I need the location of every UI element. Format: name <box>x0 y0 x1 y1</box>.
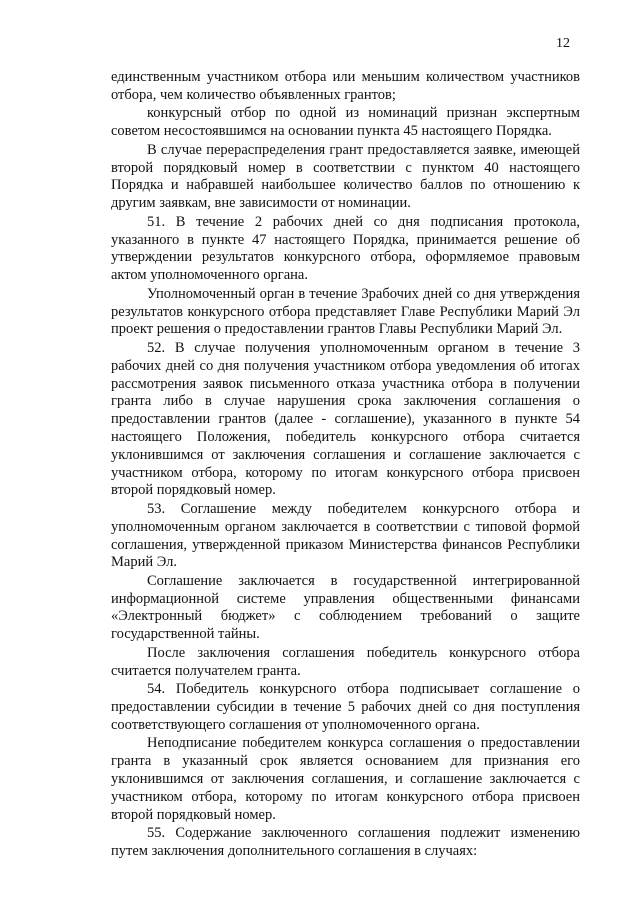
paragraph-11: Неподписание победителем конкурса соглашения о предоставлении гранта в указанный срок является основанием для признания его уклонившимся от заключения соглашения, и соглашение заключается с участником отбора, которому по итогам конкурсного отбора присвоен второй порядковый номер. <box>111 735 580 823</box>
paragraph-2: конкурсный отбор по одной из номинаций признан экспертным советом несостоявшимся на основании пункта 45 настоящего Порядка. <box>111 105 580 140</box>
paragraph-clause-55: 55. Содержание заключенного соглашения подлежит изменению путем заключения дополнительного соглашения в случаях: <box>111 825 580 860</box>
paragraph-3: В случае перераспределения грант предоставляется заявке, имеющей второй порядковый номер в соответствии с пунктом 40 настоящего Порядка и набравшей наибольшее количество баллов по отношению к другим заявкам, вне зависимости от номинации. <box>111 141 580 212</box>
paragraph-9: После заключения соглашения победитель конкурсного отбора считается получателем гранта. <box>111 644 580 679</box>
body-text <box>111 69 580 862</box>
paragraph-clause-53: 53. Соглашение между победителем конкурсного отбора и уполномоченным органом заключается в соответствии с типовой формой соглашения, утвержденной приказом Министерства финансов Республики Марий Эл. <box>111 500 580 571</box>
page-number: 12 <box>556 36 570 51</box>
paragraph-8: Соглашение заключается в государственной интегрированной информационной системе управления общественными финансами «Электронный бюджет» с соблюдением требований о защите государственной тайны. <box>111 572 580 643</box>
paragraph-1: единственным участником отбора или меньшим количеством участников отбора, чем количество объявленных грантов; <box>111 69 580 103</box>
paragraph-clause-54: 54. Победитель конкурсного отбора подписывает соглашение о предоставлении субсидии в течение 5 рабочих дней со дня поступления соответствующего соглашения от уполномоченного органа. <box>111 681 580 733</box>
paragraph-clause-52: 52. В случае получения уполномоченным органом в течение 3 рабочих дней со дня получения участником отбора уведомления об итогах рассмотрения заявок письменного отказа участника отбора в получении гранта либо в случае нарушения срока заключения соглашения о предоставлении грантов (далее - соглашение), указанного в пункте 54 настоящего Положения, победитель конкурсного отбора считается уклонившимся от заключения соглашения и соглашение заключается с участником отбора, которому по итогам конкурсного отбора присвоен второй порядковый номер. <box>111 339 580 499</box>
paragraph-5: Уполномоченный орган в течение 3рабочих дней со дня утверждения результатов конкурсного отбора представляет Главе Республики Марий Эл проект решения о предоставлении грантов Главы Республики Марий Эл. <box>111 285 580 338</box>
paragraph-clause-51: 51. В течение 2 рабочих дней со дня подписания протокола, указанного в пункте 47 настоящего Порядка, принимается решение об утверждении результатов конкурсного отбора, оформляемое правовым актом уполномоченного органа. <box>111 213 580 284</box>
